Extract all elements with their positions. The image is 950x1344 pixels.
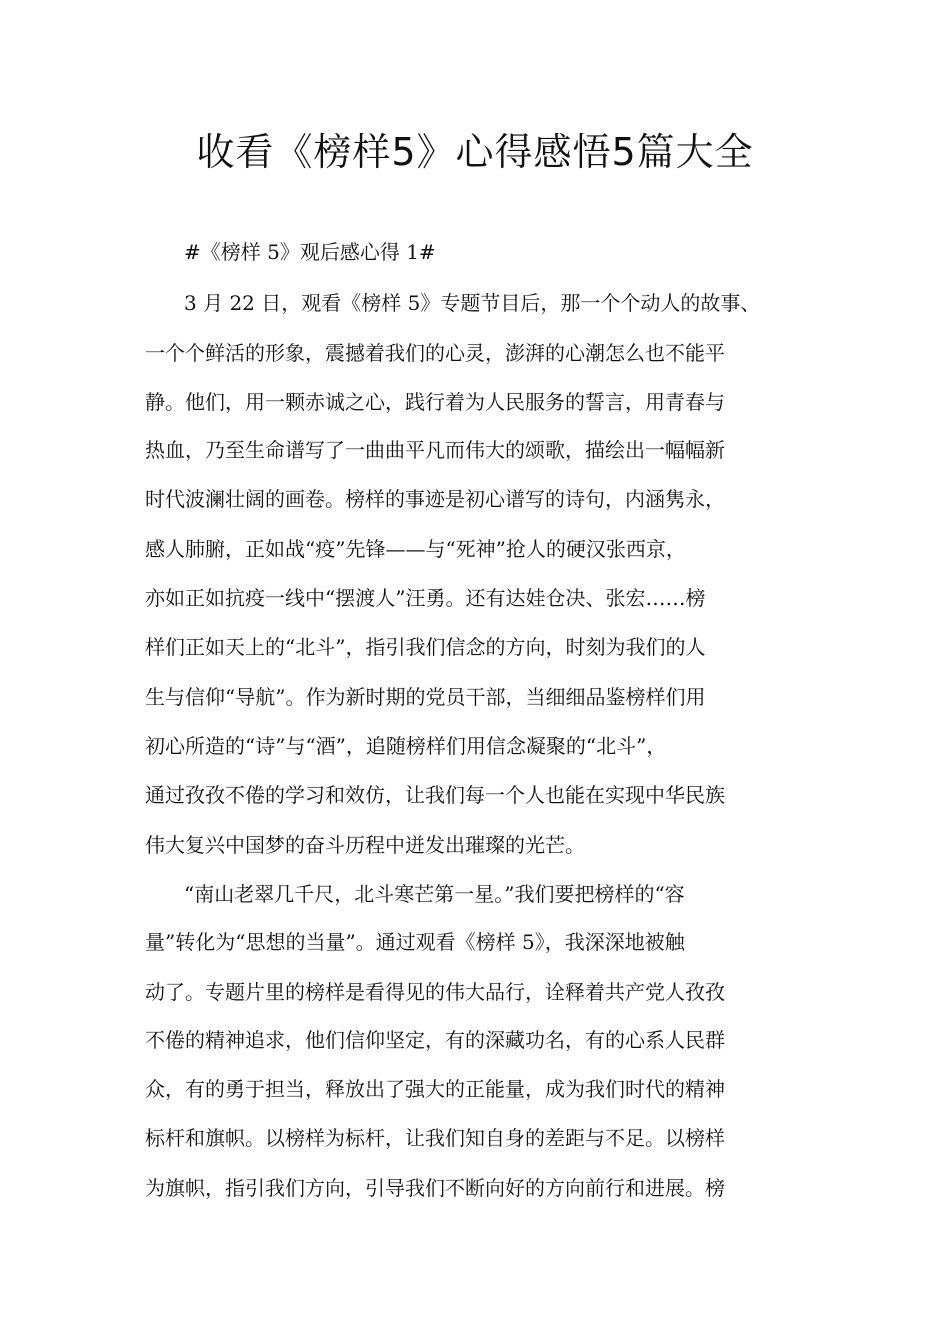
paragraph-line: “南山老翠几千尺，北斗寒芒第一星。”我们要把榜样的“容 xyxy=(184,882,685,906)
paragraph-line: 初心所造的“诗”与“酒”，追随榜样们用信念凝聚的“北斗”， xyxy=(145,734,667,758)
paragraph-line: 伟大复兴中国梦的奋斗历程中迸发出璀璨的光芒。 xyxy=(145,833,585,857)
document-title: 收看《榜样5》心得感悟5篇大全 xyxy=(196,130,754,174)
paragraph-line: 为旗帜，指引我们方向，引导我们不断向好的方向前行和进展。榜 xyxy=(145,1176,725,1200)
paragraph-line: 不倦的精神追求，他们信仰坚定，有的深藏功名，有的心系人民群 xyxy=(145,1028,725,1052)
paragraph-line: 量”转化为“思想的当量”。通过观看《榜样 5》，我深深地被触 xyxy=(145,930,685,954)
paragraph-line: 生与信仰“导航”。作为新时期的党员干部，当细细品鉴榜样们用 xyxy=(145,685,706,709)
paragraph-line: 标杆和旗帜。以榜样为标杆，让我们知自身的差距与不足。以榜样 xyxy=(145,1126,725,1150)
paragraph-line: 时代波澜壮阔的画卷。榜样的事迹是初心谱写的诗句，内涵隽永， xyxy=(145,487,725,511)
paragraph-line: 通过孜孜不倦的学习和效仿，让我们每一个人也能在实现中华民族 xyxy=(145,783,725,807)
paragraph-line: 样们正如天上的“北斗”，指引我们信念的方向，时刻为我们的人 xyxy=(145,635,706,659)
paragraph-line: 静。他们，用一颗赤诚之心，践行着为人民服务的誓言，用青春与 xyxy=(145,390,725,414)
paragraph-line: 感人肺腑，正如战“疫”先锋——与“死神”抢人的硬汉张西京， xyxy=(145,537,686,561)
paragraph-line: 亦如正如抗疫一线中“摆渡人”汪勇。还有达娃仓决、张宏……榜 xyxy=(145,586,706,610)
paragraph-line: 3 月 22 日，观看《榜样 5》专题节目后，那一个个动人的故事、 xyxy=(184,291,761,315)
paragraph-line: 众，有的勇于担当，释放出了强大的正能量，成为我们时代的精神 xyxy=(145,1077,725,1101)
paragraph-line: 动了。专题片里的榜样是看得见的伟大品行，诠释着共产党人孜孜 xyxy=(145,980,725,1004)
paragraph-line: 一个个鲜活的形象，震撼着我们的心灵，澎湃的心潮怎么也不能平 xyxy=(145,341,725,365)
paragraph-line: 热血，乃至生命谱写了一曲曲平凡而伟大的颂歌，描绘出一幅幅新 xyxy=(145,438,725,462)
section-heading: #《榜样 5》观后感心得 1# xyxy=(184,240,436,264)
